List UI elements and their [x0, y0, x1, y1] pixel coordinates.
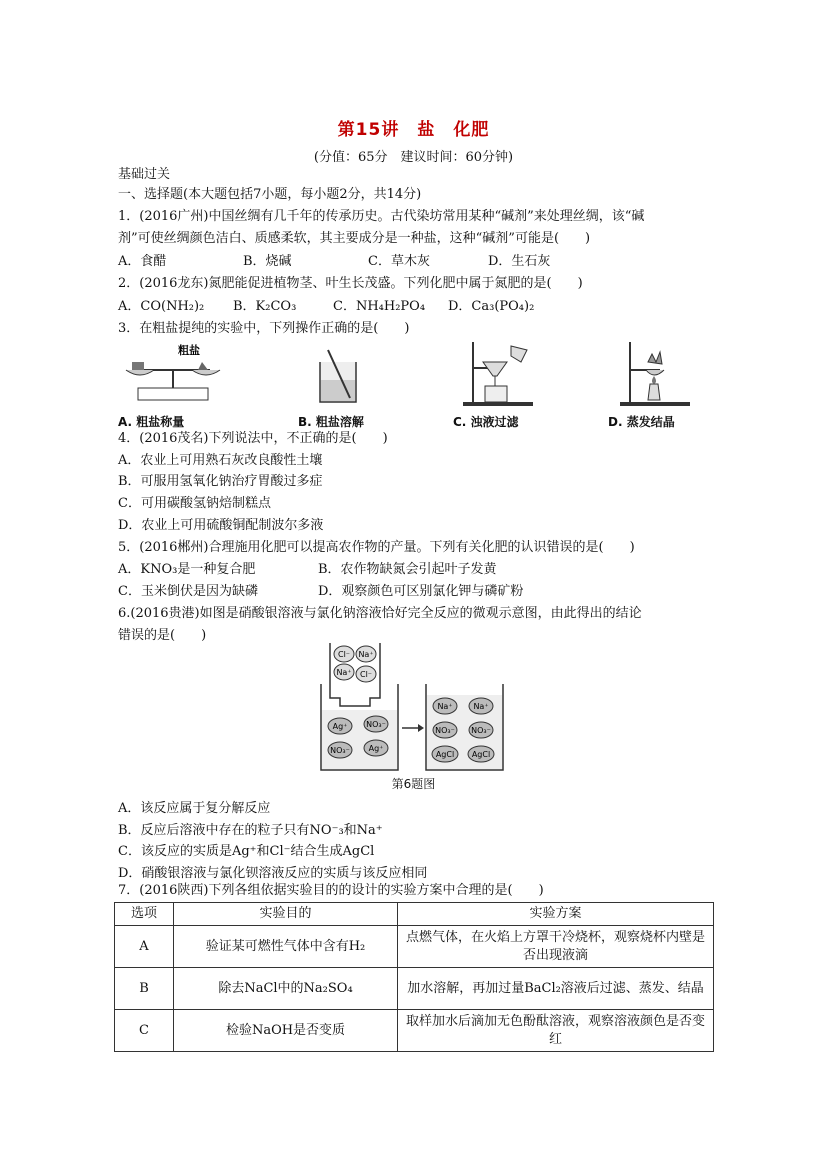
q6-stem-line1: 6.(2016贵港)如图是硝酸银溶液与氯化钠溶液恰好完全反应的微观示意图，由此得出的结论 — [118, 606, 642, 621]
dropper-ion-3: Na⁺ — [336, 668, 352, 677]
before-ion-2: NO₃⁻ — [366, 720, 386, 729]
q4-stem: 4．(2016茂名)下列说法中，不正确的是( ) — [118, 431, 388, 446]
beaker-illustration — [298, 340, 378, 410]
q3-figures — [118, 340, 708, 430]
evaporation-illustration — [608, 340, 698, 410]
q6-stem-line2: 错误的是( ) — [118, 628, 207, 643]
q5-option-d: D．观察颜色可区别氯化钾与磷矿粉 — [318, 584, 524, 599]
q2-option-b: B．K₂CO₃ — [233, 299, 297, 314]
q1-option-c: C．草木灰 — [368, 254, 430, 269]
q3-caption-c: C. 浊液过滤 — [453, 415, 519, 429]
balance-illustration — [118, 340, 228, 410]
q2-options — [118, 298, 534, 316]
row-b-plan: 加水溶解，再加过量BaCl₂溶液后过滤、蒸发、结晶 — [398, 968, 714, 1010]
row-a-goal: 验证某可燃性气体中含有H₂ — [174, 926, 398, 968]
after-ion-3: NO₃⁻ — [435, 726, 455, 735]
q3-stem: 3．在粗盐提纯的实验中，下列操作正确的是( ) — [118, 321, 410, 336]
q5-options-row1 — [118, 561, 497, 579]
q3-figure-a — [118, 340, 228, 430]
q4-option-d: D．农业上可用硫酸铜配制波尔多液 — [118, 518, 324, 533]
q1-option-a: A．食醋 — [118, 254, 167, 269]
before-ion-4: Ag⁺ — [368, 744, 384, 753]
row-b-option: B — [115, 968, 174, 1010]
header-goal: 实验目的 — [174, 903, 398, 926]
q3-figure-d — [608, 340, 718, 430]
q6-reaction-diagram — [318, 640, 508, 790]
row-c-goal: 检验NaOH是否变质 — [174, 1010, 398, 1052]
q5-option-a: A．KNO₃是一种复合肥 — [118, 562, 256, 577]
row-a-plan: 点燃气体，在火焰上方罩干冷烧杯，观察烧杯内壁是否出现液滴 — [398, 926, 714, 968]
dropper-ion-1: Cl⁻ — [337, 650, 351, 659]
q5-stem: 5．(2016郴州)合理施用化肥可以提高农作物的产量。下列有关化肥的认识错误的是( ) — [118, 540, 635, 555]
row-c-option: C — [115, 1010, 174, 1052]
after-precipitate-2: AgCl — [471, 750, 491, 759]
section-heading: 基础过关 — [118, 167, 171, 182]
after-ion-4: NO₃⁻ — [471, 726, 491, 735]
q1-options — [118, 253, 550, 271]
q4-option-a: A．农业上可用熟石灰改良酸性土壤 — [118, 453, 323, 468]
part-heading: 一、选择题(本大题包括7小题，每小题2分，共14分) — [118, 187, 422, 202]
row-a-option: A — [115, 926, 174, 968]
q3-figure-c — [453, 340, 563, 430]
q1-option-d: D．生石灰 — [488, 254, 551, 269]
q2-option-a: A．CO(NH₂)₂ — [118, 299, 205, 314]
q2-option-c: C．NH₄H₂PO₄ — [333, 299, 426, 314]
q5-option-c: C．玉米倒伏是因为缺磷 — [118, 584, 258, 599]
table-row — [115, 968, 714, 1010]
page-subtitle: (分值：65分 建议时间：60分钟) — [313, 150, 514, 165]
q2-option-d: D．Ca₃(PO₄)₂ — [448, 299, 535, 314]
row-b-goal: 除去NaCl中的Na₂SO₄ — [174, 968, 398, 1010]
before-ion-1: Ag⁺ — [332, 722, 348, 731]
dropper-ion-2: Na⁺ — [358, 650, 374, 659]
reaction-svg — [318, 640, 508, 775]
q7-stem: 7．(2016陕西)下列各组依据实验目的的设计的实验方案中合理的是( ) — [118, 883, 544, 898]
q3-caption-d: D. 蒸发结晶 — [608, 415, 675, 429]
page-title: 第15讲 盐 化肥 — [337, 120, 490, 140]
q6-option-b: B．反应后溶液中存在的粒子只有NO⁻₃和Na⁺ — [118, 823, 383, 838]
q3-figure-b — [298, 340, 408, 430]
row-c-plan: 取样加水后滴加无色酚酞溶液，观察溶液颜色是否变红 — [398, 1010, 714, 1052]
after-ion-2: Na⁺ — [473, 702, 489, 711]
q2-stem: 2．(2016龙东)氮肥能促进植物茎、叶生长茂盛。下列化肥中属于氮肥的是( ) — [118, 276, 583, 291]
header-plan: 实验方案 — [398, 903, 714, 926]
before-ion-3: NO₃⁻ — [330, 746, 350, 755]
table-row — [115, 926, 714, 968]
table-header-row — [115, 903, 714, 926]
q3-caption-b: B. 粗盐溶解 — [298, 415, 364, 429]
q5-options-row2 — [118, 583, 523, 601]
q1-stem-line1: 1．(2016广州)中国丝绸有几千年的传承历史。古代染坊常用某种“碱剂”来处理丝绸，该“碱 — [118, 209, 645, 224]
q6-figure-caption: 第6题图 — [391, 777, 436, 791]
q5-option-b: B．农作物缺氮会引起叶子发黄 — [318, 562, 497, 577]
q1-stem-line2: 剂”可使丝绸颜色洁白、质感柔软，其主要成分是一种盐，这种“碱剂”可能是( ) — [118, 231, 591, 246]
q3-fig-label: 粗盐 — [178, 344, 200, 357]
q7-plan-table — [114, 902, 714, 1052]
q4-option-c: C．可用碳酸氢钠焙制糕点 — [118, 496, 271, 511]
q1-option-b: B．烧碱 — [243, 254, 292, 269]
after-precipitate-1: AgCl — [435, 750, 455, 759]
header-option: 选项 — [115, 903, 174, 926]
q6-option-c: C．该反应的实质是Ag⁺和Cl⁻结合生成AgCl — [118, 844, 375, 859]
table-row — [115, 1010, 714, 1052]
dropper-ion-4: Cl⁻ — [359, 670, 373, 679]
q6-option-d: D．硝酸银溶液与氯化钡溶液反应的实质与该反应相同 — [118, 866, 428, 881]
q6-option-a: A．该反应属于复分解反应 — [118, 801, 271, 816]
filtration-illustration — [453, 340, 543, 410]
q3-caption-a: A. 粗盐称量 — [118, 415, 185, 429]
q4-option-b: B．可服用氢氧化钠治疗胃酸过多症 — [118, 474, 323, 489]
after-ion-1: Na⁺ — [437, 702, 453, 711]
